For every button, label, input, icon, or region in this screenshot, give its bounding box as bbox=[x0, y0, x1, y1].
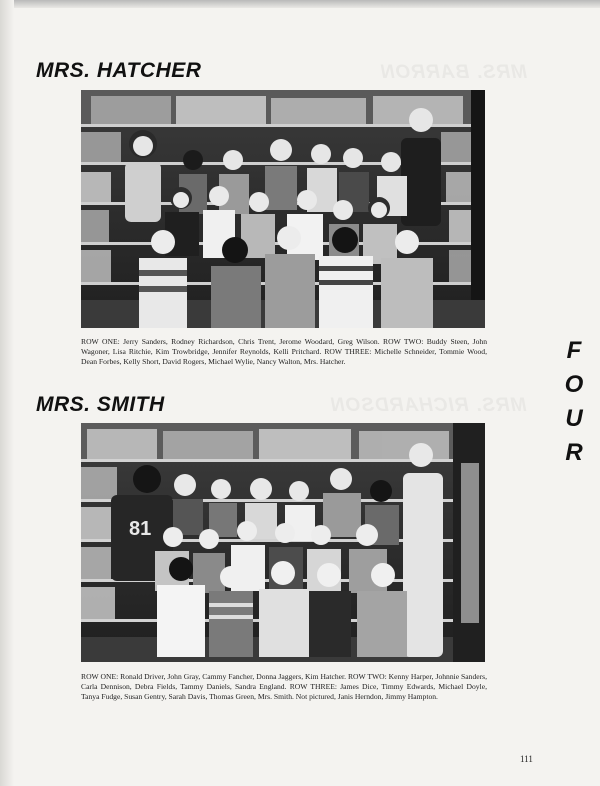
bleed-through-text: MRS. BARRON bbox=[380, 62, 528, 83]
class-caption-smith: ROW ONE: Ronald Driver, John Gray, Cammy Fancher, Donna Jaggers, Kim Hatcher. ROW TWO: Kenny Harper, Johnnie Sanders, Carla Dennison, Debra Fields, Tammy Daniels, Sandra England. ROW THREE: James Dice, Timmy Edwards, Michael Doyle, Tanya Fudge, Susan Gentry, Sarah Davis, Thomas Green, Mrs. Smith. Not pictured, Janis Herndon, Jimmy Hampton. bbox=[81, 672, 487, 701]
class-heading-hatcher: MRS. HATCHER bbox=[36, 59, 202, 82]
class-photo-smith-image bbox=[81, 423, 485, 662]
page-number: 111 bbox=[520, 754, 533, 764]
page-top-edge bbox=[0, 0, 600, 8]
svg-text:81: 81 bbox=[129, 518, 152, 540]
page-gutter bbox=[0, 0, 14, 786]
section-label-four bbox=[561, 334, 587, 470]
section-letter: R bbox=[565, 439, 583, 466]
class-heading-smith: MRS. SMITH bbox=[36, 393, 165, 416]
class-photo-hatcher bbox=[81, 90, 485, 328]
class-caption-hatcher: ROW ONE: Jerry Sanders, Rodney Richardson, Chris Trent, Jerome Woodard, Greg Wilson. ROW TWO: Buddy Steen, John Wagoner, Lisa Ritchie, Kim Trowbridge, Jennifer Reynolds, Kelli Pritchard. ROW THREE: Michelle Schneider, Tommie Wood, Dean Forbes, Kelly Short, David Rogers, Michael Wylie, Nancy Walton, Mrs. Hatcher. bbox=[81, 337, 487, 366]
bleed-through-text: MRS. RICHARDSON bbox=[330, 395, 527, 416]
section-letter: O bbox=[564, 371, 584, 398]
class-photo-smith bbox=[81, 423, 485, 662]
section-letter: U bbox=[565, 405, 583, 432]
section-letter: F bbox=[566, 337, 582, 364]
class-photo-hatcher-image bbox=[81, 90, 485, 328]
